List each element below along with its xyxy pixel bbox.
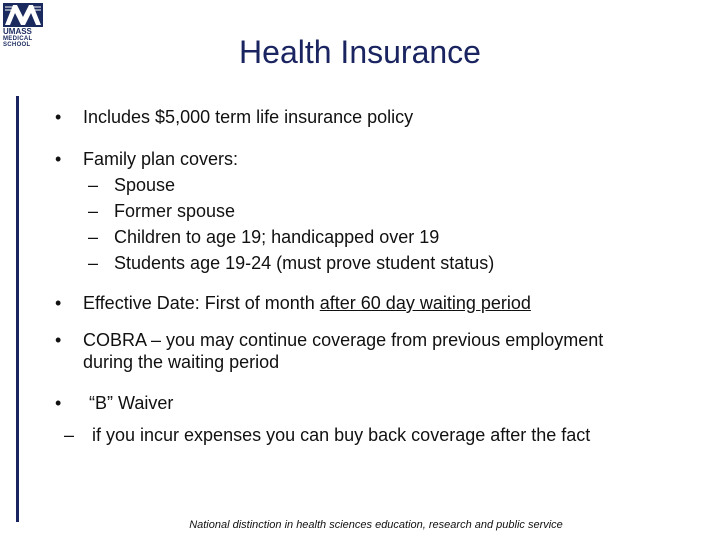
bullet-text: Effective Date: First of month [83,293,320,313]
subitem-marker: – [64,425,75,445]
subitem-text: if you incur expenses you can buy back coverage after the fact [92,425,591,445]
subitem-marker: – [88,201,99,221]
logo-line-school: SCHOOL [3,42,31,48]
umass-logo-mark-icon [3,3,43,27]
bullet-text: Includes $5,000 term life insurance policy [83,107,414,127]
bullet-text: Family plan covers: [83,149,239,169]
subitem-former-spouse [55,198,705,224]
bullet-marker: • [55,330,62,350]
logo-line-medical: MEDICAL [3,36,33,42]
subitem-marker: – [88,253,99,273]
logo-line-umass: UMASS [3,27,32,36]
bullet-family-plan [55,146,705,172]
bullet-text-line1: COBRA – you may continue coverage from previous employment [83,330,604,350]
bullet-b-waiver [55,390,705,416]
subitem-text: Children to age 19; handicapped over 19 [114,227,440,247]
bullet-effective-date [55,290,705,316]
slide-content [55,104,705,448]
bullet-text-line2: during the waiting period [83,352,280,372]
subitem-text: Spouse [114,175,176,195]
footer-tagline: National distinction in health sciences education, research and public service [189,519,563,531]
subitem-marker: – [88,175,99,195]
subitem-text: Students age 19-24 (must prove student status) [114,253,495,273]
bullet-marker: • [55,149,62,169]
subitem-b-waiver [55,422,705,448]
subitem-marker: – [88,227,99,247]
bullet-life-insurance [55,104,705,130]
bullet-text-underlined: after 60 day waiting period [319,293,531,313]
bullet-text: “B” Waiver [89,393,174,413]
left-accent-bar [16,96,19,522]
subitem-text: Former spouse [114,201,236,221]
subitem-children [55,224,705,250]
bullet-marker: • [55,107,62,127]
slide-title: Health Insurance [239,34,481,70]
subitem-spouse [55,172,705,198]
bullet-marker: • [55,293,62,313]
bullet-marker: • [55,393,62,413]
bullet-cobra [55,329,705,373]
subitem-students [55,250,705,276]
